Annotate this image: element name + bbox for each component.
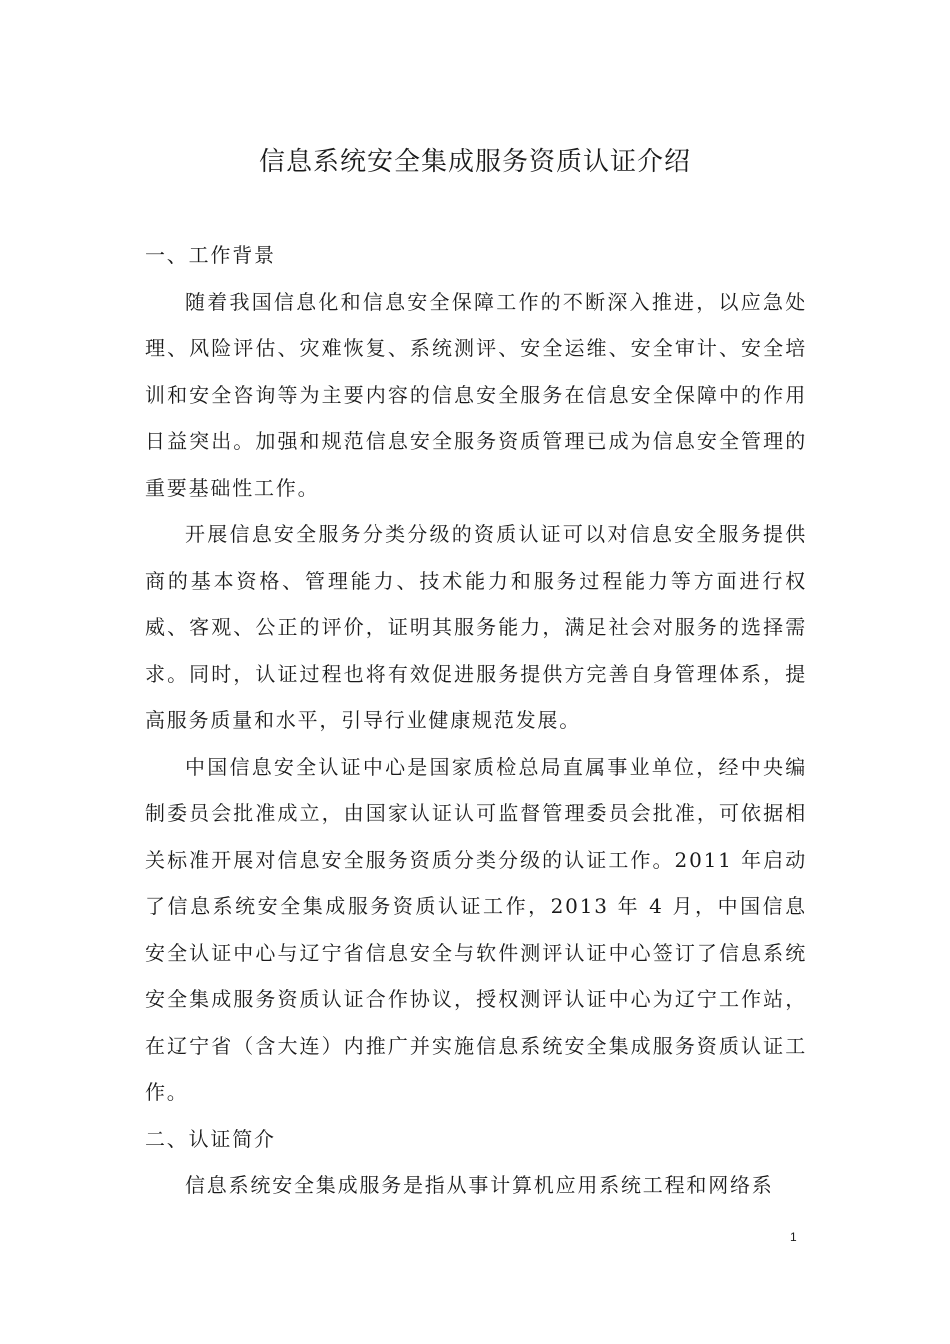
document-title: 信息系统安全集成服务资质认证介绍 [258, 147, 691, 177]
paragraph-background-1: 随着我国信息化和信息安全保障工作的不断深入推进，以应急处理、风险评估、灾难恢复、系统测评、安全运维、安全审计、安全培训和安全咨询等为主要内容的信息安全服务在信息安全保障中的作用日益突出。加强和规范信息安全服务资质管理已成为信息安全管理的重要基础性工作。 [145, 289, 807, 500]
paragraph-introduction-1: 信息系统安全集成服务是指从事计算机应用系统工程和网络系 [185, 1173, 774, 1197]
page-number: 1 [790, 1230, 797, 1244]
document-body [145, 232, 807, 1209]
section-heading-introduction: 二、认证简介 [145, 1126, 276, 1151]
section-heading-background: 一、工作背景 [145, 243, 276, 267]
paragraph-background-2: 开展信息安全服务分类分级的资质认证可以对信息安全服务提供商的基本资格、管理能力、技术能力和服务过程能力等方面进行权威、客观、公正的评价，证明其服务能力，满足社会对服务的选择需求。同时，认证过程也将有效促进服务提供方完善自身管理体系，提高服务质量和水平，引导行业健康规范发展。 [145, 522, 807, 732]
paragraph-background-3: 中国信息安全认证中心是国家质检总局直属事业单位，经中央编制委员会批准成立，由国家认证认可监督管理委员会批准，可依据相关标准开展对信息安全服务资质分类分级的认证工作。2011 年启动了信息系统安全集成服务资质认证工作，2013 年 4 月，中国信息安全认证中心与辽宁省信息安全与软件测评认证中心签订了信息系统安全集成服务资质认证合作协议，授权测评认证中心为辽宁工作站，在辽宁省（含大连）内推广并实施信息系统安全集成服务资质认证工作。 [145, 754, 807, 1104]
